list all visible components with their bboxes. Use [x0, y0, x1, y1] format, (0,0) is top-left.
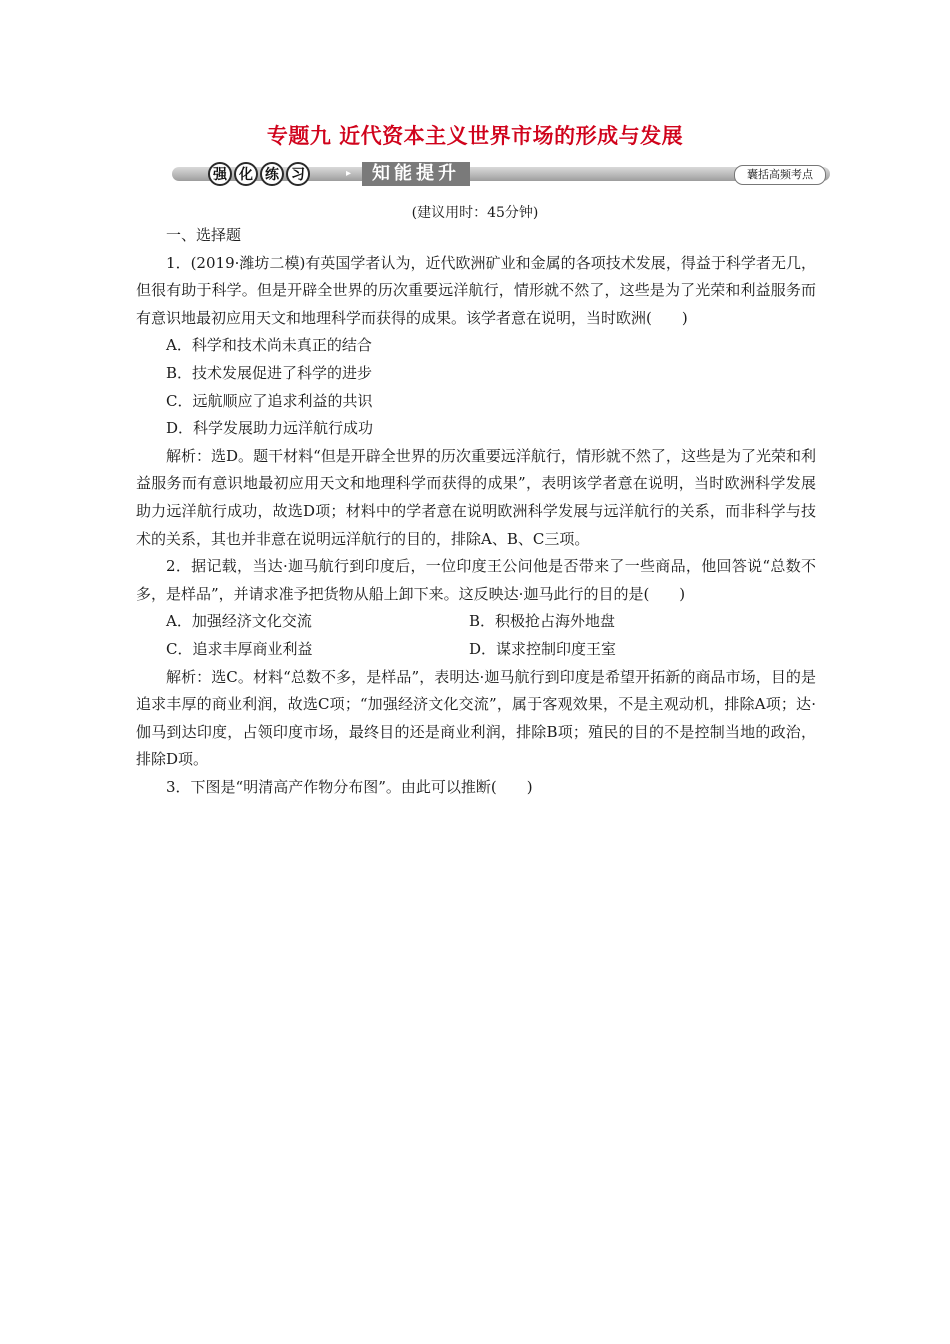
question-1-stem: 1．(2019·潍坊二模)有英国学者认为，近代欧洲矿业和金属的各项技术发展，得益于科学者无几，但很有助于科学。但是开辟全世界的历次重要远洋航行，情形就不然了，这些是为了光荣和利益服务而有意识地最初应用天文和地理科学而获得的成果。该学者意在说明，当时欧洲( ): [136, 253, 816, 327]
banner-char: 强: [208, 162, 232, 186]
banner-bubbles: [208, 162, 310, 186]
banner-char: 化: [234, 162, 258, 186]
suggested-time: (建议用时：45分钟): [411, 205, 539, 221]
banner-char: 练: [260, 162, 284, 186]
question-2-option: A．加强经济文化交流: [166, 612, 312, 631]
banner-subtitle: 知能提升: [362, 162, 470, 186]
section-heading: 一、选择题: [166, 226, 242, 244]
question-2-options-row: [136, 608, 816, 636]
question-1-option: D．科学发展助力远洋航行成功: [166, 419, 374, 438]
question-1-option: A．科学和技术尚未真正的结合: [166, 336, 372, 355]
question-1-option: B．技术发展促进了科学的进步: [166, 363, 373, 382]
question-3-stem: 3．下图是“明清高产作物分布图”。由此可以推断( ): [166, 777, 533, 796]
question-content: [136, 222, 816, 801]
section-banner: [172, 162, 830, 186]
banner-tag: 囊括高频考点: [734, 165, 826, 185]
question-1-analysis: 解析：选D。题干材料“但是开辟全世界的历次重要远洋航行，情形就不然了，这些是为了光荣和利益服务而有意识地最初应用天文和地理科学而获得的成果”，表明该学者意在说明，当时欧洲科学发展助力远洋航行成功，故选D项；材料中的学者意在说明欧洲科学发展与远洋航行的关系，而非科学与技术的关系，其也并非意在说明远洋航行的目的，排除A、B、C三项。: [136, 446, 816, 548]
question-2-analysis: 解析：选C。材料“总数不多，是样品”，表明达·迦马航行到印度是希望开拓新的商品市场，目的是追求丰厚的商业利润，故选C项；“加强经济文化交流”，属于客观效果，不是主观动机，排除A项；达·伽马到达印度，占领印度市场，最终目的还是商业利润，排除B项；殖民的目的不是控制当地的政治，排除D项。: [136, 667, 816, 769]
banner-char: 习: [286, 162, 310, 186]
question-2-stem: 2．据记载，当达·迦马航行到印度后，一位印度王公问他是否带来了一些商品，他回答说“总数不多，是样品”，并请求准予把货物从船上卸下来。这反映达·迦马此行的目的是( ): [136, 557, 816, 603]
question-2-option: D．谋求控制印度王室: [469, 639, 617, 658]
arrow-icon: ▸: [346, 168, 352, 179]
question-1-option: C．远航顺应了追求利益的共识: [166, 391, 373, 410]
document-title: 专题九 近代资本主义世界市场的形成与发展: [266, 124, 684, 148]
question-2-option: C．追求丰厚商业利益: [166, 639, 313, 658]
question-2-options-row: [136, 636, 816, 664]
question-2-option: B．积极抢占海外地盘: [469, 612, 616, 631]
